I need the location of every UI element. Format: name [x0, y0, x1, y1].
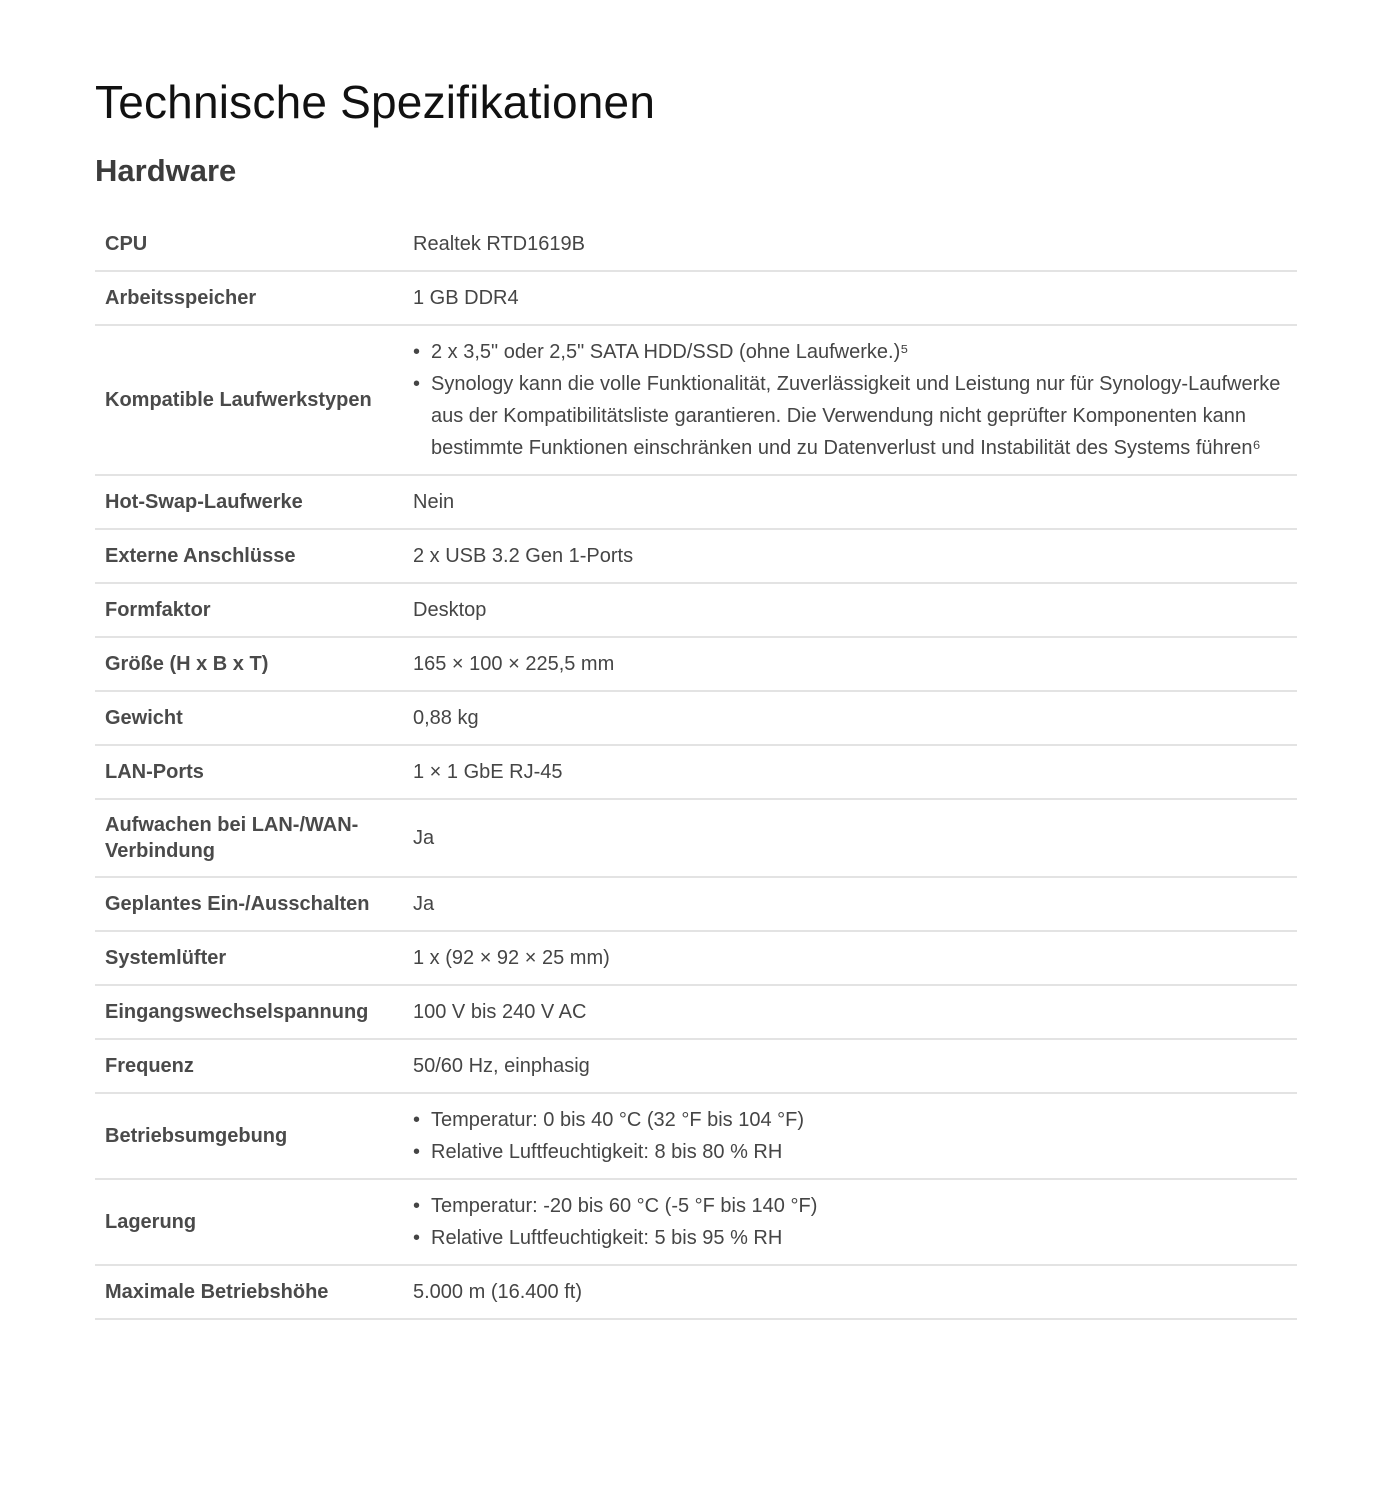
spec-label: Eingangswechselspannung [105, 1001, 369, 1023]
spec-bullet-list [413, 336, 1287, 464]
spec-label: Aufwachen bei LAN-/WAN-Verbindung [105, 814, 359, 862]
hardware-spec-table [95, 218, 1297, 1320]
spec-row-system-fan [95, 931, 1297, 985]
spec-label: Geplantes Ein-/Ausschalten [105, 893, 370, 915]
spec-label: Formfaktor [105, 599, 211, 621]
spec-value: Nein [413, 491, 455, 513]
spec-bullet-item: • Synology kann die volle Funktionalität, Zuverlässigkeit und Leistung nur für Synology-Laufwerke aus der Kompatibilitätsliste garantieren. Die Verwendung nicht geprüfter Komponenten kann bestimmte Funktionen einschränken und zu Datenverlust und Instabilität des Systems führen⁶ [431, 368, 1287, 464]
spec-row-weight [95, 691, 1297, 745]
spec-row-external-ports [95, 529, 1297, 583]
spec-row-lan-ports [95, 745, 1297, 799]
spec-value: 0,88 kg [413, 707, 479, 729]
section-title-hardware: Hardware [95, 153, 237, 188]
spec-label: Betriebsumgebung [105, 1125, 288, 1147]
spec-value [403, 1093, 1297, 1179]
spec-row-operating-environment [95, 1093, 1297, 1179]
spec-value [403, 325, 1297, 475]
spec-label: Kompatible Laufwerkstypen [105, 389, 372, 411]
spec-bullet-item: • Relative Luftfeuchtigkeit: 8 bis 80 % RH [431, 1136, 1287, 1168]
spec-value: 165 × 100 × 225,5 mm [413, 653, 615, 675]
spec-label: Größe (H x B x T) [105, 653, 269, 675]
spec-label: Maximale Betriebshöhe [105, 1281, 329, 1303]
spec-row-memory [95, 271, 1297, 325]
spec-label: Externe Anschlüsse [105, 545, 296, 567]
spec-row-form-factor [95, 583, 1297, 637]
spec-label: CPU [105, 233, 148, 255]
spec-value: 5.000 m (16.400 ft) [413, 1281, 582, 1303]
spec-row-frequency [95, 1039, 1297, 1093]
spec-value: Ja [413, 893, 435, 915]
spec-value [403, 1179, 1297, 1265]
spec-label: Lagerung [105, 1211, 197, 1233]
spec-value: 2 x USB 3.2 Gen 1-Ports [413, 545, 634, 567]
spec-row-storage [95, 1179, 1297, 1265]
spec-value: Ja [413, 827, 435, 849]
spec-value: Desktop [413, 599, 487, 621]
spec-bullet-list [413, 1190, 1287, 1254]
spec-label: LAN-Ports [105, 761, 204, 783]
spec-value: 50/60 Hz, einphasig [413, 1055, 590, 1077]
spec-row-cpu [95, 218, 1297, 271]
spec-row-input-voltage [95, 985, 1297, 1039]
spec-row-drive-types [95, 325, 1297, 475]
spec-row-hot-swap [95, 475, 1297, 529]
spec-row-wake-on-lan [95, 799, 1297, 877]
spec-bullet-item: • Relative Luftfeuchtigkeit: 5 bis 95 % RH [431, 1222, 1287, 1254]
spec-bullet-item: • Temperatur: -20 bis 60 °C (-5 °F bis 140 °F) [431, 1190, 1287, 1222]
spec-row-size [95, 637, 1297, 691]
spec-label: Hot-Swap-Laufwerke [105, 491, 303, 513]
spec-bullet-item: • 2 x 3,5" oder 2,5" SATA HDD/SSD (ohne Laufwerke.)⁵ [431, 336, 1287, 368]
spec-value: 1 GB DDR4 [413, 287, 519, 309]
spec-value: Realtek RTD1619B [413, 233, 585, 255]
spec-label: Arbeitsspeicher [105, 287, 257, 309]
page-title: Technische Spezifikationen [95, 76, 656, 128]
spec-label: Systemlüfter [105, 947, 227, 969]
spec-label: Gewicht [105, 707, 183, 729]
spec-value: 1 x (92 × 92 × 25 mm) [413, 947, 610, 969]
spec-bullet-list [413, 1104, 1287, 1168]
spec-page [95, 0, 1297, 1320]
spec-row-max-altitude [95, 1265, 1297, 1319]
spec-value: 1 × 1 GbE RJ-45 [413, 761, 563, 783]
spec-bullet-item: • Temperatur: 0 bis 40 °C (32 °F bis 104 °F) [431, 1104, 1287, 1136]
spec-row-scheduled-power [95, 877, 1297, 931]
spec-value: 100 V bis 240 V AC [413, 1001, 587, 1023]
spec-label: Frequenz [105, 1055, 194, 1077]
